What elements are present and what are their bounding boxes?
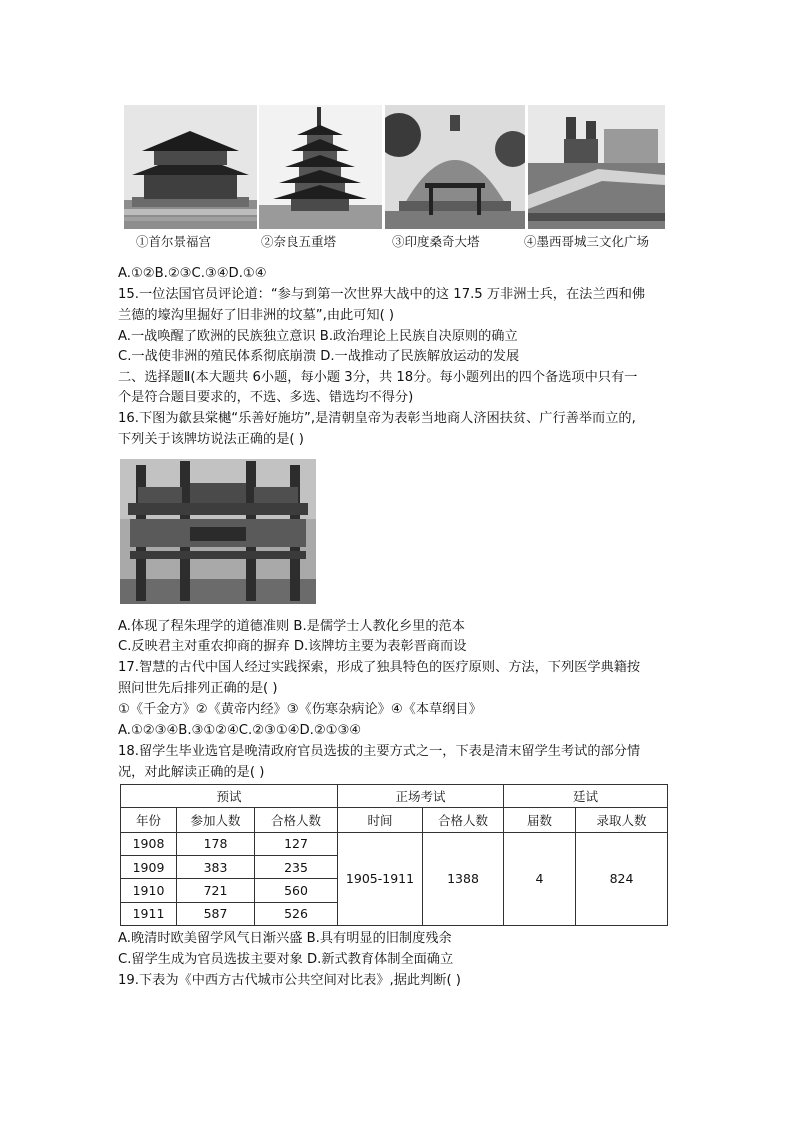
photo-gyeongbokgung bbox=[124, 105, 257, 229]
sub-header-year: 年份 bbox=[121, 808, 177, 832]
sub-header-sessions: 届数 bbox=[504, 808, 576, 832]
q17-books: ①《千金方》②《黄帝内经》③《伤寒杂病论》④《本草纲目》 bbox=[118, 702, 482, 717]
q16-options-ab: A.体现了程朱理学的道德准则 B.是儒学士人教化乡里的范本 bbox=[118, 619, 465, 634]
photo-nara-pagoda bbox=[259, 105, 382, 229]
q17-options: A.①②③④B.③①②④C.②③①④D.②①③④ bbox=[118, 723, 362, 738]
q18-stem-line1: 18.留学生毕业选官是晚清政府官员选拔的主要方式之一，下表是清末留学生考试的部分情 bbox=[118, 744, 641, 759]
exam-table bbox=[120, 784, 668, 926]
table-cell-qualified: 560 bbox=[255, 879, 338, 902]
sub-header-participants: 参加人数 bbox=[177, 808, 255, 832]
table-cell-year: 1908 bbox=[121, 832, 177, 855]
group-header-palace-exam: 廷试 bbox=[504, 785, 668, 808]
table-cell-year: 1910 bbox=[121, 879, 177, 902]
table-cell-qualified: 526 bbox=[255, 902, 338, 925]
q17-stem-line1: 17.智慧的古代中国人经过实践探索，形成了独具特色的医疗原则、方法，下列医学典籍按 bbox=[118, 660, 641, 675]
table-cell-main-qualified: 1388 bbox=[423, 832, 504, 925]
q15-stem-line2: 兰德的壕沟里掘好了旧非洲的坟墓”,由此可知( ) bbox=[118, 308, 395, 323]
group-header-preliminary: 预试 bbox=[121, 785, 338, 808]
q18-stem-line2: 况，对此解读正确的是( ) bbox=[118, 765, 265, 780]
sub-header-qualified: 合格人数 bbox=[255, 808, 338, 832]
table-cell-qualified: 127 bbox=[255, 832, 338, 855]
table-cell-participants: 178 bbox=[177, 832, 255, 855]
table-cell-participants: 383 bbox=[177, 856, 255, 879]
table-cell-admitted: 824 bbox=[576, 832, 668, 925]
q18-options-cd: C.留学生成为官员选拔主要对象 D.新式教育体制全面确立 bbox=[118, 952, 454, 967]
table-cell-qualified: 235 bbox=[255, 856, 338, 879]
section2-heading-line2: 个是符合题目要求的，不选、多选、错选均不得分) bbox=[118, 390, 414, 405]
q18-options-ab: A.晚清时欧美留学风气日渐兴盛 B.具有明显的旧制度残余 bbox=[118, 931, 452, 946]
q16-stem-line2: 下列关于该牌坊说法正确的是( ) bbox=[118, 432, 304, 447]
photo-paifang-archway bbox=[120, 459, 316, 604]
q15-options-ab: A.一战唤醒了欧洲的民族独立意识 B.政治理论上民族自决原则的确立 bbox=[118, 329, 518, 344]
caption-photo-4: ④墨西哥城三文化广场 bbox=[524, 234, 650, 249]
table-cell-year: 1911 bbox=[121, 902, 177, 925]
photo-three-cultures-plaza bbox=[528, 105, 665, 229]
section2-heading-line1: 二、选择题Ⅱ(本大题共 6小题，每小题 3分，共 18分。每小题列出的四个备选项中只有一 bbox=[118, 370, 638, 385]
q16-options-cd: C.反映君主对重农抑商的摒弃 D.该牌坊主要为表彰晋商而设 bbox=[118, 639, 467, 654]
sub-header-time: 时间 bbox=[338, 808, 423, 832]
caption-photo-3: ③印度桑奇大塔 bbox=[392, 234, 480, 249]
q16-stem-line1: 16.下图为歙县棠樾“乐善好施坊”,是清朝皇帝为表彰当地商人济困扶贫、广行善举而立的, bbox=[118, 411, 636, 426]
table-cell-time-span: 1905-1911 bbox=[338, 832, 423, 925]
q19-stem: 19.下表为《中西方古代城市公共空间对比表》,据此判断( ) bbox=[118, 973, 461, 988]
q15-stem-line1: 15.一位法国官员评论道：“参与到第一次世界大战中的这 17.5 万非洲士兵，在法兰西和佛 bbox=[118, 287, 646, 302]
table-cell-sessions: 4 bbox=[504, 832, 576, 925]
q17-stem-line2: 照问世先后排列正确的是( ) bbox=[118, 681, 278, 696]
caption-photo-1: ①首尔景福宫 bbox=[136, 234, 212, 249]
table-cell-year: 1909 bbox=[121, 856, 177, 879]
q14-options: A.①②B.②③C.③④D.①④ bbox=[118, 266, 267, 281]
q15-options-cd: C.一战使非洲的殖民体系彻底崩溃 D.一战推动了民族解放运动的发展 bbox=[118, 349, 520, 364]
sub-header-qualified-main: 合格人数 bbox=[423, 808, 504, 832]
table-cell-participants: 721 bbox=[177, 879, 255, 902]
group-header-main-exam: 正场考试 bbox=[338, 785, 504, 808]
photo-sanchi-stupa bbox=[385, 105, 525, 229]
table-cell-participants: 587 bbox=[177, 902, 255, 925]
caption-photo-2: ②奈良五重塔 bbox=[261, 234, 337, 249]
sub-header-admitted: 录取人数 bbox=[576, 808, 668, 832]
